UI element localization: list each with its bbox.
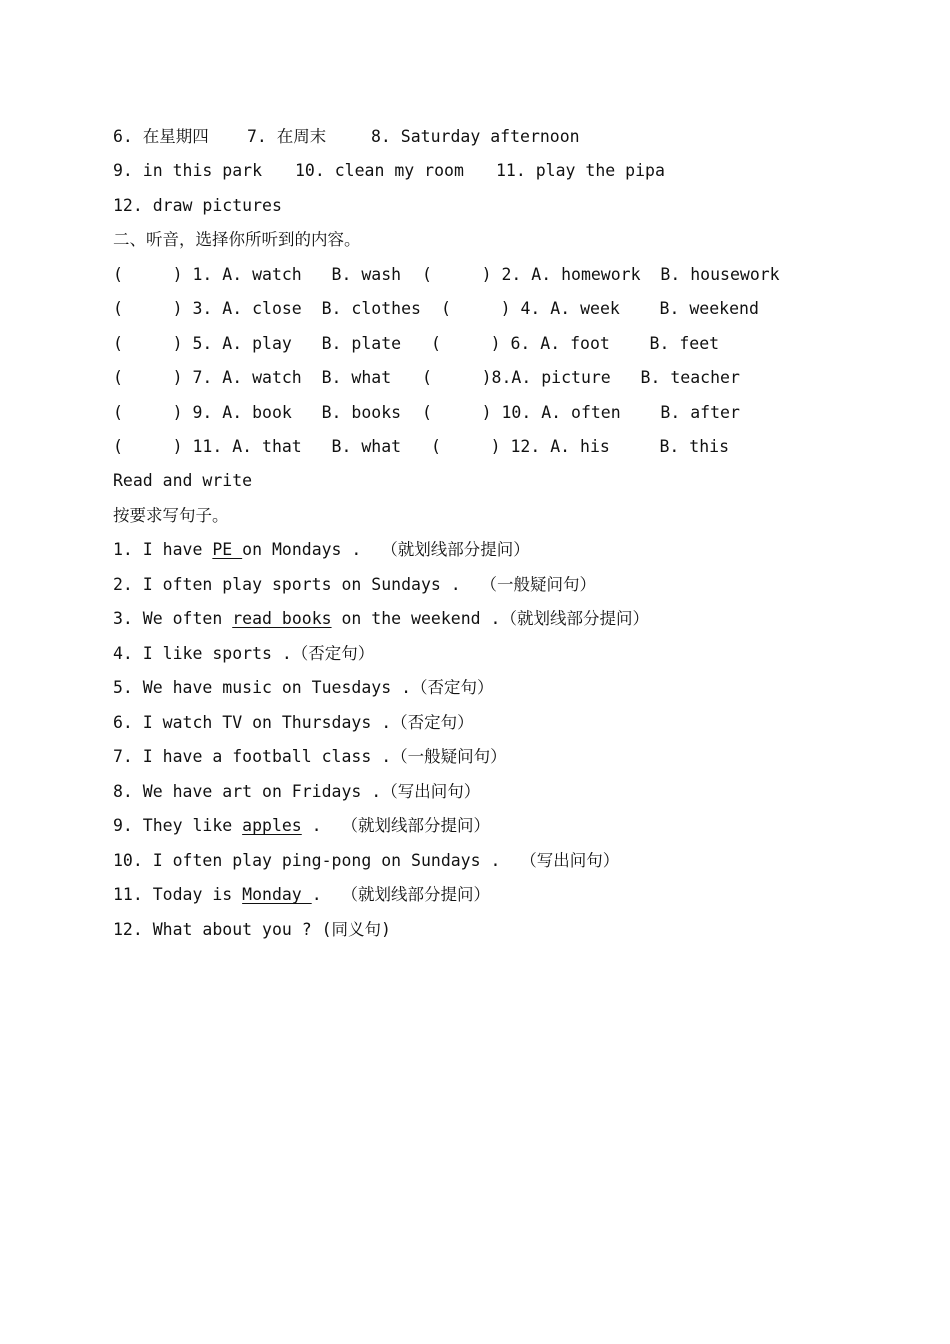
sentence-9 bbox=[113, 813, 490, 839]
sentence-9-instruction: . （就划线部分提问） bbox=[301, 816, 490, 835]
vocab-item-6: 6. 在星期四 bbox=[113, 127, 209, 146]
sentence-11-text: 11. Today is bbox=[113, 885, 243, 904]
sentence-3-underlined: read books bbox=[232, 609, 332, 628]
sentence-4: 4. I like sports .（否定句） bbox=[113, 644, 375, 663]
sentence-9-underlined: apples bbox=[242, 816, 302, 835]
sentence-1 bbox=[113, 537, 530, 563]
sentence-9-text: 9. They like bbox=[113, 816, 243, 835]
vocab-item-12: 12. draw pictures bbox=[113, 196, 282, 215]
sentence-3 bbox=[113, 606, 649, 632]
sentence-3-text: 3. We often bbox=[113, 609, 233, 628]
listening-q12: ( ) 12. A. his B. this bbox=[431, 437, 730, 456]
listening-q4: ( ) 4. A. week B. weekend bbox=[441, 299, 759, 318]
listening-q1: ( ) 1. A. watch B. wash bbox=[113, 265, 402, 284]
listening-q9: ( ) 9. A. book B. books bbox=[113, 403, 402, 422]
listening-q8: ( )8.A. picture B. teacher bbox=[422, 368, 740, 387]
sentence-2: 2. I often play sports on Sundays . （一般疑问句） bbox=[113, 575, 597, 594]
sentence-7: 7. I have a football class .（一般疑问句） bbox=[113, 747, 507, 766]
sentence-1-instruction: on Mondays . （就划线部分提问） bbox=[242, 540, 530, 559]
sentence-1-underlined: PE bbox=[212, 540, 243, 559]
sentence-1-text: 1. I have bbox=[113, 540, 213, 559]
sentence-5: 5. We have music on Tuesdays .（否定句） bbox=[113, 678, 494, 697]
vocab-item-8: 8. Saturday afternoon bbox=[371, 127, 580, 146]
listening-q11: ( ) 11. A. that B. what bbox=[113, 437, 402, 456]
sentence-11-instruction: . （就划线部分提问） bbox=[311, 885, 490, 904]
listening-q3: ( ) 3. A. close B. clothes bbox=[113, 299, 421, 318]
sentence-11 bbox=[113, 882, 490, 908]
listening-q6: ( ) 6. A. foot B. feet bbox=[431, 334, 720, 353]
listening-q5: ( ) 5. A. play B. plate bbox=[113, 334, 402, 353]
sentence-12: 12. What about you ? (同义句) bbox=[113, 920, 391, 939]
sentence-10: 10. I often play ping-pong on Sundays . （写出问句） bbox=[113, 851, 620, 870]
read-write-subheading: 按要求写句子。 bbox=[113, 506, 229, 525]
sentence-8: 8. We have art on Fridays .（写出问句） bbox=[113, 782, 481, 801]
vocab-item-10: 10. clean my room bbox=[295, 161, 464, 180]
sentence-6: 6. I watch TV on Thursdays .（否定句） bbox=[113, 713, 474, 732]
listening-q2: ( ) 2. A. homework B. housework bbox=[422, 265, 780, 284]
vocab-item-11: 11. play the pipa bbox=[496, 161, 665, 180]
vocab-item-7: 7. 在周末 bbox=[247, 127, 327, 146]
listening-q10: ( ) 10. A. often B. after bbox=[422, 403, 740, 422]
sentence-3-instruction: on the weekend .（就划线部分提问） bbox=[331, 609, 649, 628]
read-write-heading: Read and write bbox=[113, 471, 253, 490]
sentence-11-underlined: Monday bbox=[242, 885, 312, 904]
listening-heading: 二、听音，选择你所听到的内容。 bbox=[113, 230, 361, 249]
listening-q7: ( ) 7. A. watch B. what bbox=[113, 368, 392, 387]
vocab-item-9: 9. in this park bbox=[113, 161, 263, 180]
